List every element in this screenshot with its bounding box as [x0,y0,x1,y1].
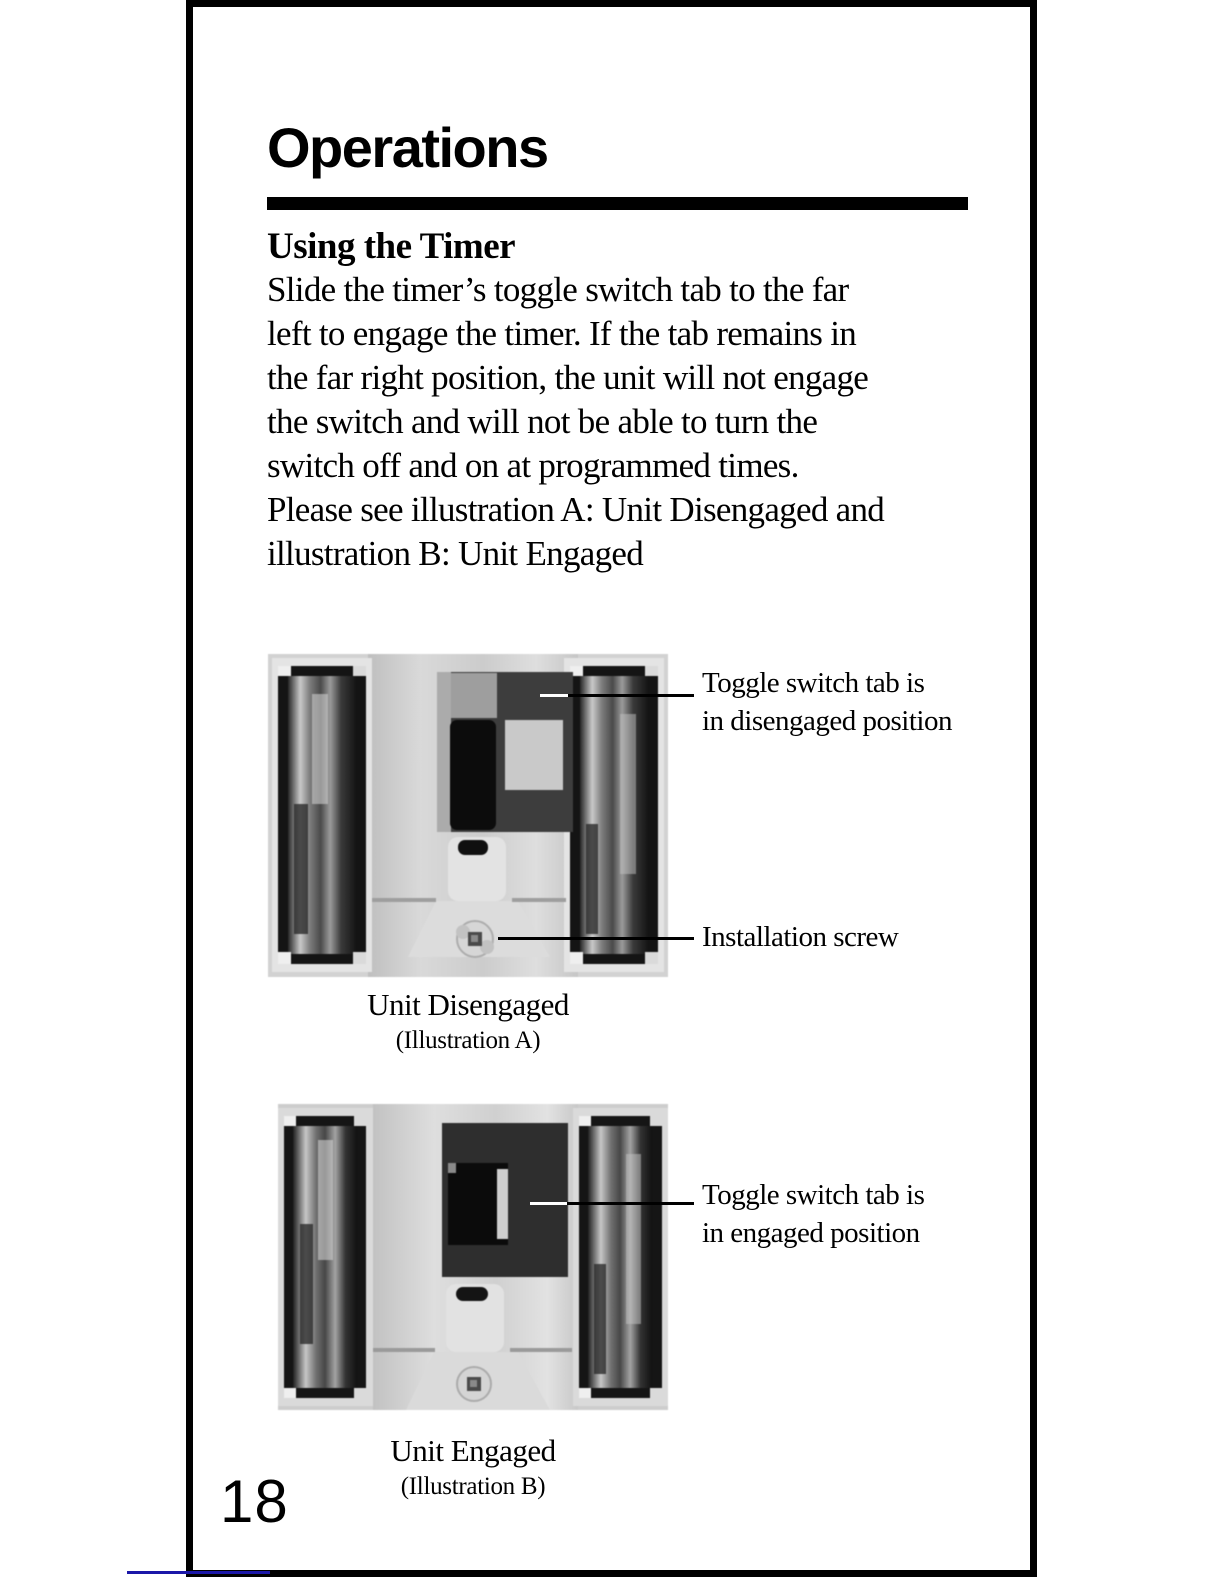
battery-tube-left [278,1108,373,1406]
page-title: Operations [267,116,548,179]
installation-screw [456,921,494,957]
page-number: 18 [220,1468,289,1535]
battery-tube-left [272,658,372,972]
callout-leader-line [568,694,694,697]
installation-screw [457,1367,491,1401]
callout-toggle-disengaged [702,664,952,740]
photo-unit-engaged [278,1104,668,1410]
callout-toggle-engaged [702,1176,924,1252]
caption-subtitle: (Illustration B) [400,1473,546,1500]
caption-illustration-b [278,1432,668,1504]
section-heading: Using the Timer [267,226,516,267]
body-paragraph [267,268,967,576]
caption-title: Unit Engaged [390,1433,556,1468]
toggle-switch-tab [450,720,496,830]
callout-text-line: in engaged position [702,1217,920,1249]
title-rule [267,197,968,210]
body-line: the switch and will not be able to turn the [267,402,818,441]
callout-leader-line [498,937,694,940]
footer-registration-mark [127,1571,270,1574]
callout-installation-screw [702,918,898,956]
callout-leader-white [530,1202,567,1205]
body-line: the far right position, the unit will not engage [267,358,869,397]
unit-disengaged-illustration [268,654,668,977]
body-line: left to engage the timer. If the tab remains in [267,314,857,353]
callout-text-line: Installation screw [702,921,899,953]
body-line: illustration B: Unit Engaged [267,534,644,573]
callout-text-line: in disengaged position [702,705,952,737]
caption-title: Unit Disengaged [367,987,569,1022]
toggle-switch-window [442,1123,568,1277]
callout-leader-line [567,1202,694,1205]
callout-text-line: Toggle switch tab is [702,667,925,699]
unit-engaged-illustration [278,1104,668,1410]
caption-subtitle: (Illustration A) [395,1027,541,1054]
battery-tube-right [564,658,664,972]
body-line: switch off and on at programmed times. [267,446,799,485]
photo-unit-disengaged [268,654,668,977]
battery-tube-right [573,1108,668,1406]
callout-text-line: Toggle switch tab is [702,1179,925,1211]
body-line: Please see illustration A: Unit Disengaged and [267,490,885,529]
callout-leader-white [540,694,568,697]
body-line: Slide the timer’s toggle switch tab to the far [267,270,849,309]
caption-illustration-a [268,986,668,1058]
